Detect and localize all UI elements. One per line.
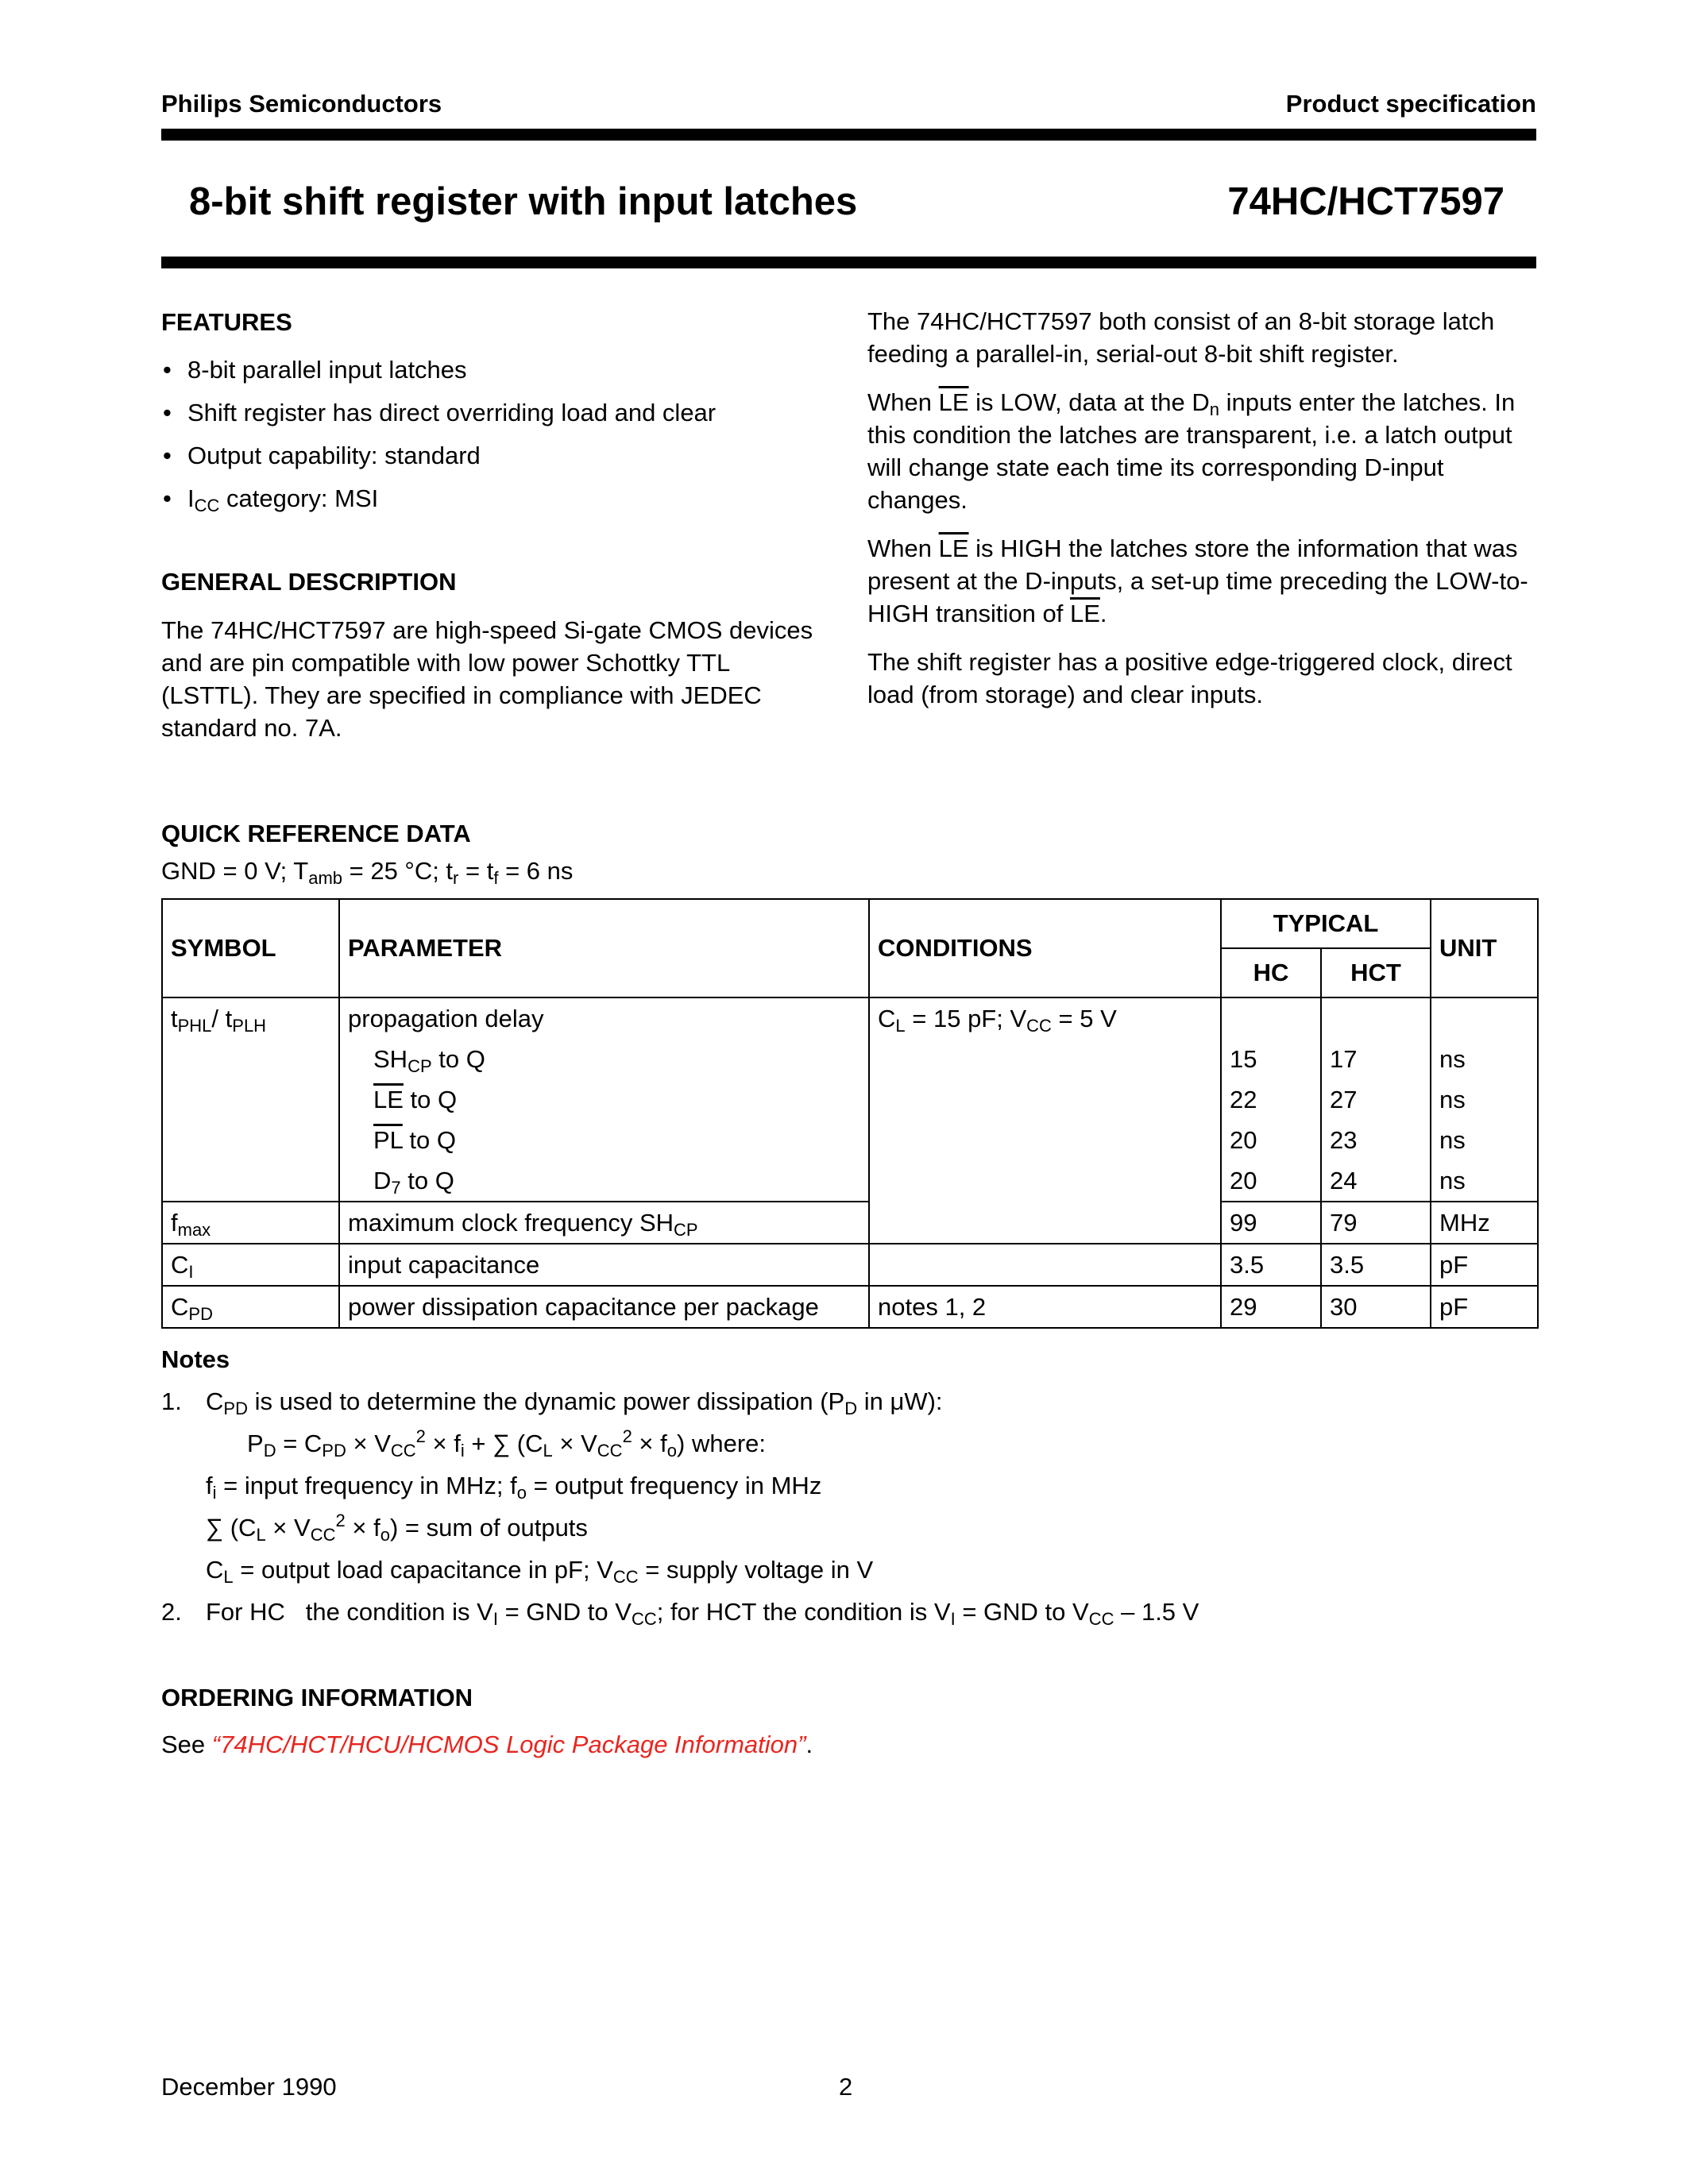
general-description-text: The 74HC/HCT7597 are high-speed Si-gate CMOS devices and are pin compatible with low power Schottky TTL (LSTTL). They are specified in compliance with JEDEC standard no. 7A. [161,616,813,742]
symbol-cell: $t_{PHL}/$ $t_{PLH}$ [162,997,339,1202]
feature-item: • $I_{CC}$ category: MSI [161,482,836,525]
title-rule [161,257,1536,268]
column-header-typical: TYPICAL [1221,899,1431,948]
column-header-hct: HCT [1321,948,1431,997]
page-title: 8-bit shift register with input latches [189,180,858,223]
conditions-cell [869,1244,1221,1286]
hc-cell: 99 [1221,1202,1321,1244]
ordering-text: See “74HC/HCT/HCU/HCMOS Logic Package Information”. [161,1731,813,1758]
ordering-heading: ORDERING INFORMATION [161,1684,473,1711]
general-description-heading: GENERAL DESCRIPTION [161,568,457,596]
hc-cell: 15 22 20 20 [1221,997,1321,1202]
hct-cell: 30 [1321,1286,1431,1328]
column-header-symbol: SYMBOL [162,899,339,997]
hc-cell: 29 [1221,1286,1321,1328]
note-load-definition: $C_L$ = output load capacitance in pF; $V_{CC}$ = supply voltage in V [206,1556,874,1587]
header-rule [161,129,1536,141]
unit-cell: pF [1431,1286,1538,1328]
feature-item: • Shift register has direct overriding load and clear [161,396,836,439]
package-info-link[interactable]: “74HC/HCT/HCU/HCMOS Logic Package Information” [211,1731,806,1758]
description-paragraph: The 74HC/HCT7597 both consist of an 8-bit storage latch feeding a parallel-in, serial-out 8-bit shift register. [867,307,1495,368]
quick-reference-conditions: GND = 0 V; $T_{amb} = 25$ °C; $t_r = t_f = 6$ ns [161,857,574,888]
hc-cell: 3.5 [1221,1244,1321,1286]
table-row [162,997,1538,1202]
parameter-cell: propagation delay $SH_{CP}$ to Q $\overline{LE}$ to Q $\overline{PL}$ to Q $D_7$ to Q [339,997,869,1202]
note-equation: $P_D = C_{PD} \times V_{CC}^2 \times f_i$ + ∑ $(C_L \times V_{CC}^2 \times f_o)$ where: [247,1426,766,1461]
column-header-conditions: CONDITIONS [869,899,1221,997]
column-header-unit: UNIT [1431,899,1538,997]
unit-cell: ns ns ns ns [1431,997,1538,1202]
description-paragraph: When $\overline{LE}$ is LOW, data at the $D_n$ inputs enter the latches. In this condition the latches are transparent, i.e. a latch output will change state each time its corresponding D-input changes. [867,388,1516,514]
table-row [162,1244,1538,1286]
feature-item: • 8-bit parallel input latches [161,353,836,396]
conditions-cell: $C_L = 15$ pF; $V_{CC} = 5$ V [869,997,1221,1244]
description-paragraph: When $\overline{LE}$ is HIGH the latches store the information that was present at the D-inputs, a set-up time preceding the LOW-to-HIGH transition of $\overline{LE}$. [867,534,1528,627]
parameter-cell: maximum clock frequency $SH_{CP}$ [339,1202,869,1244]
hct-cell: 3.5 [1321,1244,1431,1286]
unit-cell: MHz [1431,1202,1538,1244]
hct-cell: 17 27 23 24 [1321,997,1431,1202]
note-frequency-definition: $f_i$ = input frequency in MHz; $f_o$ = output frequency in MHz [206,1472,822,1503]
table-row [162,1286,1538,1328]
hct-cell: 79 [1321,1202,1431,1244]
description-paragraph: The shift register has a positive edge-triggered clock, direct load (from storage) and clear inputs. [867,648,1512,708]
unit-cell: pF [1431,1244,1538,1286]
column-header-parameter: PARAMETER [339,899,869,997]
symbol-cell: $C_{PD}$ [162,1286,339,1328]
note-sum-definition: ∑ $(C_L \times V_{CC}^2 \times f_o)$ = sum of outputs [206,1511,588,1545]
quick-reference-heading: QUICK REFERENCE DATA [161,820,471,847]
note-2: 2. For HC the condition is $V_I$ = GND to $V_{CC}$; for HCT the condition is $V_I$ = GND to $V_{CC} - 1.5$ V [161,1598,1199,1629]
column-header-hc: HC [1221,948,1321,997]
table-row [162,1202,1538,1244]
note-1: 1. $C_{PD}$ is used to determine the dynamic power dissipation ($P_D$ in μW): [161,1387,943,1418]
part-number: 74HC/HCT7597 [1227,180,1505,223]
symbol-cell: $C_I$ [162,1244,339,1286]
parameter-cell: power dissipation capacitance per package [339,1286,869,1328]
features-heading: FEATURES [161,308,292,336]
quick-reference-table [161,898,1539,1329]
feature-item: • Output capability: standard [161,439,836,482]
notes-list [161,1380,1536,1633]
symbol-cell: $f_{max}$ [162,1202,339,1244]
notes-heading: Notes [161,1345,230,1373]
company-name: Philips Semiconductors [161,90,442,118]
conditions-cell: notes 1, 2 [869,1286,1221,1328]
features-list [161,353,836,525]
footer-date: December 1990 [161,2073,337,2101]
description-right-column [867,305,1539,727]
document-type: Product specification [1285,90,1536,118]
parameter-cell: input capacitance [339,1244,869,1286]
page-number: 2 [839,2073,853,2101]
